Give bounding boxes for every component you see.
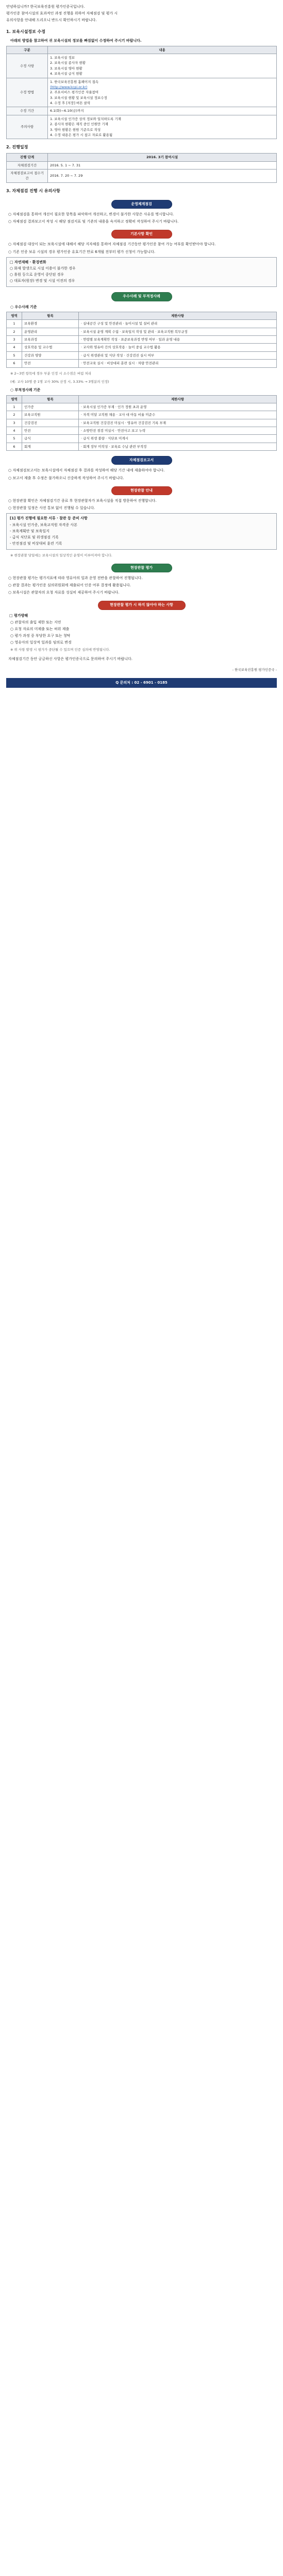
- cell: 5: [7, 351, 22, 359]
- subsection-title: ○ 부적정사례 기준: [10, 388, 41, 393]
- note: ※ 현장관찰 당일에는 보육시설의 일상적인 운영이 이루어져야 합니다.: [10, 553, 112, 558]
- cell: 인가증: [22, 403, 79, 411]
- list-item: ○ 관찰자의 출입 제한 또는 지연: [10, 620, 61, 624]
- list-item: 1. 보육시설 인가증 상의 정보와 일치하도록 기재: [50, 116, 121, 121]
- cell: 보육교직원: [22, 411, 79, 419]
- paragraph: ○ 현장관찰 확인은 자체점검기간 종료 후 현장관찰자가 보육시설을 직접 방문하여 진행합니다.: [8, 499, 157, 503]
- list-item: 6.1(화)~6.10(금)까지: [50, 109, 84, 113]
- paragraph: ○ 자체점검을 통하여 개선이 필요한 항목을 파악하여 개선하고, 변경이 불가한 사항은 사유를 명시합니다.: [8, 212, 174, 216]
- bad-cases-table: [6, 395, 277, 451]
- website-link[interactable]: (http://www.kcpi.or.kr): [50, 84, 88, 89]
- box-line: [1] 평가 진행에 필요한 서류 · 참관 등 준비 사항: [10, 516, 88, 521]
- box-line: - 급식 식단표 및 위생점검 기록: [10, 535, 59, 539]
- banner-onsite-eval: 현장관찰 평가: [111, 564, 172, 572]
- cell: 회계: [22, 443, 79, 450]
- cell: · 급식 위생 불량 · 식단표 미게시: [79, 435, 277, 443]
- table-row: [7, 427, 277, 435]
- checklist-title: □ 평가방해: [9, 613, 28, 618]
- stage-cell: 자체점검보고서 접수기간: [7, 169, 48, 182]
- table-header: 항목: [22, 395, 79, 403]
- cell: 급식: [22, 435, 79, 443]
- banner-onsite-guide: 현장관찰 안내: [111, 486, 172, 495]
- box-line: □ 자연재해 · 환경변화: [10, 260, 46, 264]
- row-content: [48, 107, 277, 115]
- paragraph: ○ 자체점검 대상이 되는 보육시설에 대해서 해당 지자체를 통하여 자체점검 기간동안 평가인증 참여 가능 여부를 확인받아야 합니다.: [8, 242, 216, 247]
- box-line: - 안전점검 및 비상대피 훈련 기록: [10, 541, 62, 546]
- table-row: [7, 78, 277, 107]
- cell: 3: [7, 335, 22, 343]
- notice-box: [6, 257, 277, 287]
- table-header: 구분: [7, 46, 48, 54]
- table-row: [7, 443, 277, 450]
- intro-line: 유의사항을 안내해 드리오니 반드시 확인하시기 바랍니다.: [6, 18, 97, 23]
- table-row: [7, 54, 277, 78]
- list-item: 2. 보육시설 종사자 현황: [50, 61, 86, 65]
- table-row: [7, 360, 277, 367]
- banner-cases: 우수사례 및 부적정사례: [111, 292, 172, 301]
- paragraph: ○ 현장관찰 일정은 사전 통보 없이 진행될 수 있습니다.: [8, 506, 95, 511]
- box-line: - 보육계획안 및 보육일지: [10, 529, 49, 533]
- list-item: 4. 수정 후 [저장] 버튼 클릭: [50, 101, 91, 106]
- row-label: 수정 방법: [7, 78, 48, 107]
- table-header: 제한사항: [79, 312, 277, 319]
- cell: 상호작용 및 교수법: [22, 344, 79, 351]
- cell: 안전: [22, 427, 79, 435]
- row-label: 수정 기간: [7, 107, 48, 115]
- cell: 6: [7, 443, 22, 450]
- good-cases-table: [6, 312, 277, 368]
- table-header: 항목: [22, 312, 79, 319]
- cell: 운영관리: [22, 328, 79, 335]
- period-cell: 2016. 5. 1 ~ 7. 31: [48, 161, 277, 169]
- table-header: 진행 단계: [7, 154, 48, 161]
- list-item: 4. 보육시설 급식 현황: [50, 72, 82, 76]
- list-item: 2. 종사자 현황은 재직 중인 인원만 기재: [50, 122, 108, 127]
- paragraph: ○ 보육시설은 관찰자의 요청 자료를 성실히 제공하여 주시기 바랍니다.: [8, 590, 120, 595]
- contact-bar: Q 문의처 : 02 - 6901 - 0185: [6, 678, 277, 688]
- facility-info-table: [6, 46, 277, 140]
- table-row: [7, 107, 277, 115]
- table-header: 내용: [48, 46, 277, 54]
- list-item: 3. 보육시설 영아 현황: [50, 66, 82, 71]
- row-content: [48, 54, 277, 78]
- note: (예: 교사 10명 중 1명 교사 30% 산정 시, 3.33% → 3명분의 인정): [10, 379, 109, 384]
- row-content: [48, 78, 277, 107]
- row-content: [48, 115, 277, 139]
- schedule-table: [6, 153, 277, 183]
- cell: · 실내공간 구성 및 안전관리 · 놀이시설 및 설비 관리: [79, 320, 277, 328]
- cell: · 연령별 보육계획안 작성 · 표준보육과정 반영 여부 · 일과 운영 내용: [79, 335, 277, 343]
- subsection-title: ○ 우수사례 기준: [10, 304, 37, 309]
- cell: 1: [7, 320, 22, 328]
- intro: [6, 4, 277, 24]
- cell: · 보육교직원 건강검진 미실시 · 영유아 건강검진 기록 부재: [79, 419, 277, 427]
- section1-subtitle: 아래의 방법을 참고하여 귀 보육시설의 정보를 빠짐없이 수정하여 주시기 바랍니다.: [10, 39, 142, 43]
- paragraph: ○ 자체점검보고서는 보육시설에서 자체점검 후 결과를 작성하여 해당 기간 내에 제출하여야 합니다.: [8, 468, 165, 473]
- list-item: 2. 주요서비스 평가인증 자율참여: [50, 90, 99, 95]
- cell: 보육과정: [22, 335, 79, 343]
- banner-basic-check: 기본사항 확인: [111, 230, 172, 239]
- table-row: [7, 344, 277, 351]
- list-item: 1. 보육시설 정보: [50, 55, 75, 60]
- section3-title: 3. 자체점검 진행 시 유의사항: [6, 188, 60, 193]
- note: ※ 2~3번 항목에 경우 부분 인정 시 소수점은 버림 처리: [10, 371, 92, 376]
- table-row: [7, 419, 277, 427]
- stage-cell: 자체점검기간: [7, 161, 48, 169]
- list-item: 1. 한국보육진흥원 홈페이지 접속: [50, 79, 99, 84]
- row-label: 수정 사항: [7, 54, 48, 78]
- cell: · 급식 위생관리 및 식단 작성 · 건강검진 실시 여부: [79, 351, 277, 359]
- banner-operation-check: 운영체계점검: [111, 200, 172, 209]
- list-item: ○ 요청 자료의 미제출 또는 허위 제출: [10, 627, 70, 632]
- cell: · 안전교육 실시 · 비상대피 훈련 실시 · 차량 안전관리: [79, 360, 277, 367]
- section2-title: 2. 진행일정: [6, 145, 28, 150]
- table-row: [7, 335, 277, 343]
- table-row: [7, 320, 277, 328]
- cell: · 보육시설 운영 계획 수립 · 보육일지 작성 및 관리 · 보육교직원 복무규정: [79, 328, 277, 335]
- notice-box: [6, 513, 277, 550]
- list-item: ○ 영유아의 일상적 일과를 임의로 변경: [10, 640, 72, 645]
- list-item: ○ 평가 과정 중 부당한 요구 또는 청탁: [10, 634, 71, 638]
- box-line: - 보육시설 인가증, 보육교직원 자격증 사본: [10, 522, 77, 527]
- box-line: ○ 휴원 등으로 운영이 중단된 경우: [10, 273, 64, 277]
- note: ※ 위 사항 발생 시 평가가 중단될 수 있으며 인증 심의에 반영됩니다.: [10, 647, 110, 652]
- paragraph: ○ 자체점검 결과보고서 작성 시 해당 점검지표 및 기준의 내용을 숙지하고 정확히 작성하여 주시기 바랍니다.: [8, 219, 179, 224]
- cell: 5: [7, 435, 22, 443]
- box-line: ○ 화재 발생으로 시설 이용이 불가한 경우: [10, 266, 76, 270]
- table-header: 영역: [7, 312, 22, 319]
- row-label: 주의사항: [7, 115, 48, 139]
- cell: 3: [7, 419, 22, 427]
- cell: · 보육시설 인가증 부재 · 인가 정원 초과 운영: [79, 403, 277, 411]
- table-row: [7, 403, 277, 411]
- intro-line: 평가인증 참여시설의 효과적인 과정 진행을 위하여 자체점검 및 평가 시: [6, 11, 118, 16]
- table-header: 2016. 3기 참여시설: [48, 154, 277, 161]
- intro-line: 안녕하십니까? 한국보육진흥원 평가인증국입니다.: [6, 5, 85, 9]
- banner-prohibited: 현장관찰 평가 시 하지 않아야 하는 사항: [98, 601, 186, 609]
- cell: 건강검진: [22, 419, 79, 427]
- cell: 2: [7, 328, 22, 335]
- table-row: [7, 351, 277, 359]
- paragraph: ○ 관찰 결과는 평가인증 심의위원회에 제출되어 인증 여부 결정에 활용됩니다.: [8, 583, 131, 588]
- table-header: 제한사항: [79, 395, 277, 403]
- table-row: [7, 169, 277, 182]
- list-item: 3. 영아 현황은 현원 기준으로 작성: [50, 127, 101, 132]
- table-row: [7, 435, 277, 443]
- banner-self-report: 자체점검보고서: [111, 456, 172, 465]
- cell: · 소방안전 점검 미실시 · 안전사고 보고 누락: [79, 427, 277, 435]
- table-row: [7, 115, 277, 139]
- cell: 1: [7, 403, 22, 411]
- list-item: 4. 수정 내용은 평가 시 참고 자료로 활용됨: [50, 133, 113, 138]
- paragraph: ○ 현장관찰 평가는 평가지표에 따라 영유아의 일과 운영 전반을 관찰하여 진행됩니다.: [8, 575, 143, 580]
- footer-org: - 한국보육진흥원 평가인증국 -: [232, 668, 277, 672]
- table-row: [7, 161, 277, 169]
- table-header: 영역: [7, 395, 22, 403]
- cell: · 회계 장부 미작성 · 보육료 수납 관련 부적정: [79, 443, 277, 450]
- period-cell: 2016. 7. 20 ~ 7. 29: [48, 169, 277, 182]
- cell: 건강과 영양: [22, 351, 79, 359]
- cell: 보육환경: [22, 320, 79, 328]
- table-row: [7, 328, 277, 335]
- cell: 2: [7, 411, 22, 419]
- paragraph: ○ 기존 인증 보유 시설의 경우 평가인증 유효기간 만료 6개월 전부터 평가 신청이 가능합니다.: [8, 249, 156, 254]
- section1-title: 1. 보육시설정보 수정: [6, 29, 45, 34]
- paragraph: ○ 보고서 제출 후 수정은 불가하오니 신중하게 작성하여 주시기 바랍니다.: [8, 476, 124, 480]
- cell: · 자격 미달 교직원 채용 · 교사 대 아동 비율 미준수: [79, 411, 277, 419]
- list-item: 3. 보육시설 현황 및 보육시설 정보수정: [50, 95, 107, 100]
- cell: · 교사와 영유아 간의 상호작용 · 놀이 중심 교수법 활용: [79, 344, 277, 351]
- cell: 6: [7, 360, 22, 367]
- closing-text: 자체점검기간 동안 궁금하신 사항은 평가인증국으로 문의하여 주시기 바랍니다.: [8, 656, 132, 661]
- cell: 안전: [22, 360, 79, 367]
- box-line: ○ 대표자(원장) 변경 및 시설 이전의 경우: [10, 279, 75, 283]
- cell: 4: [7, 344, 22, 351]
- table-row: [7, 411, 277, 419]
- cell: 4: [7, 427, 22, 435]
